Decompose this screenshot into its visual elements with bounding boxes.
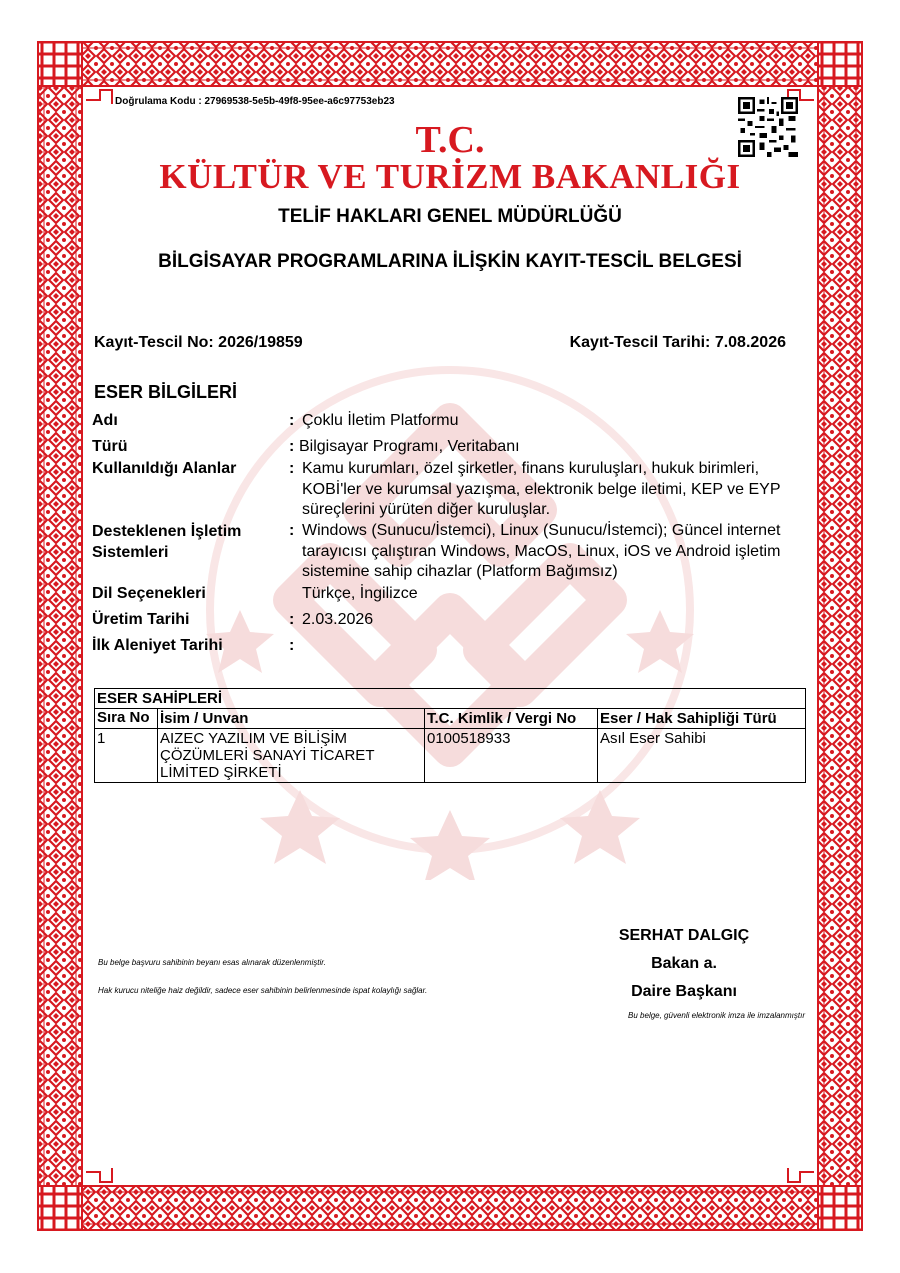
work-info-title: ESER BİLGİLERİ [94,382,238,402]
owners-header-no: Sıra No [95,709,158,729]
certificate-title: BİLGİSAYAR PROGRAMLARINA İLİŞKİN KAYIT-TESCİL BELGESİ [158,251,742,272]
work-production-value: 2.03.2026 [302,611,374,628]
verification-code: Doğrulama Kodu : 27969538-5e5b-49f8-95ee-a6c97753eb23 [115,96,395,107]
owners-table [94,688,806,783]
owner-name: AIZEC YAZILIM VE BİLİŞİM ÇÖZÜMLERİ SANAYİ TİCARET LİMİTED ŞİRKETİ [158,729,425,783]
owner-no: 1 [95,729,158,783]
owners-title-row [95,689,806,709]
owners-header-name: İsim / Unvan [158,709,425,729]
header-ministry: KÜLTÜR VE TURİZM BAKANLIĞI [159,157,741,196]
work-type-value: Bilgisayar Programı, Veritabanı [299,438,520,455]
note-declaration: Bu belge başvuru sahibinin beyanı esas alınarak düzenlenmiştir. [98,958,326,967]
header-tc: T.C. [415,119,485,161]
owners-header-type: Eser / Hak Sahipliği Türü [598,709,806,729]
note-legal: Hak kurucu niteliğe haiz değildir, sadece eser sahibinin belirlenmesinde ispat kolaylığı sağlar. [98,986,428,995]
signatory-role1: Bakan a. [651,955,717,972]
work-os-colon: : [289,522,295,539]
note-esignature: Bu belge, güvenli elektronik imza ile imzalanmıştır [628,1011,805,1020]
owners-title: ESER SAHİPLERİ [95,689,806,709]
work-os-value: Windows (Sunucu/İstemci), Linux (Sunucu/İstemci); Güncel internet tarayıcısı çalıştıran Windows, MacOS, Linux, iOS ve Android işletim sistemine sahip cihazlar (Platform Bağımsız) [302,522,781,580]
work-production-label: Üretim Tarihi [92,611,190,628]
registration-number: Kayıt-Tescil No: 2026/19859 [94,334,303,351]
work-production-colon: : [289,611,295,628]
work-name-value: Çoklu İletim Platformu [302,412,459,429]
header-directorate: TELİF HAKLARI GENEL MÜDÜRLÜĞÜ [278,206,622,227]
signatory-name: SERHAT DALGIÇ [618,927,750,944]
work-publication-colon: : [289,637,295,654]
work-type-colon: : [289,438,295,455]
owners-header-id: T.C. Kimlik / Vergi No [425,709,598,729]
work-type-label: Türü [92,438,128,455]
table-row [95,729,806,783]
work-lang-value: Türkçe, İngilizce [302,585,418,602]
work-areas-label: Kullanıldığı Alanlar [92,460,237,477]
owner-type: Asıl Eser Sahibi [598,729,806,783]
work-name-label: Adı [92,412,118,429]
registration-date: Kayıt-Tescil Tarihi: 7.08.2026 [569,334,786,351]
signatory-role2: Daire Başkanı [631,983,737,1000]
work-publication-label: İlk Aleniyet Tarihi [92,637,223,654]
work-lang-label: Dil Seçenekleri [92,585,206,602]
work-name-colon: : [289,412,295,429]
owner-tax-id: 0100518933 [425,729,598,783]
work-areas-value: Kamu kurumları, özel şirketler, finans kuruluşları, hukuk birimleri, KOBİ'ler ve kurumsal yazışma, elektronik belge iletimi, KEP ve EYP süreçlerini yürüten diğer kuruluşlar. [302,460,781,518]
owners-header-row [95,709,806,729]
work-os-label: Desteklenen İşletim Sistemleri [92,523,242,561]
work-areas-colon: : [289,460,295,477]
